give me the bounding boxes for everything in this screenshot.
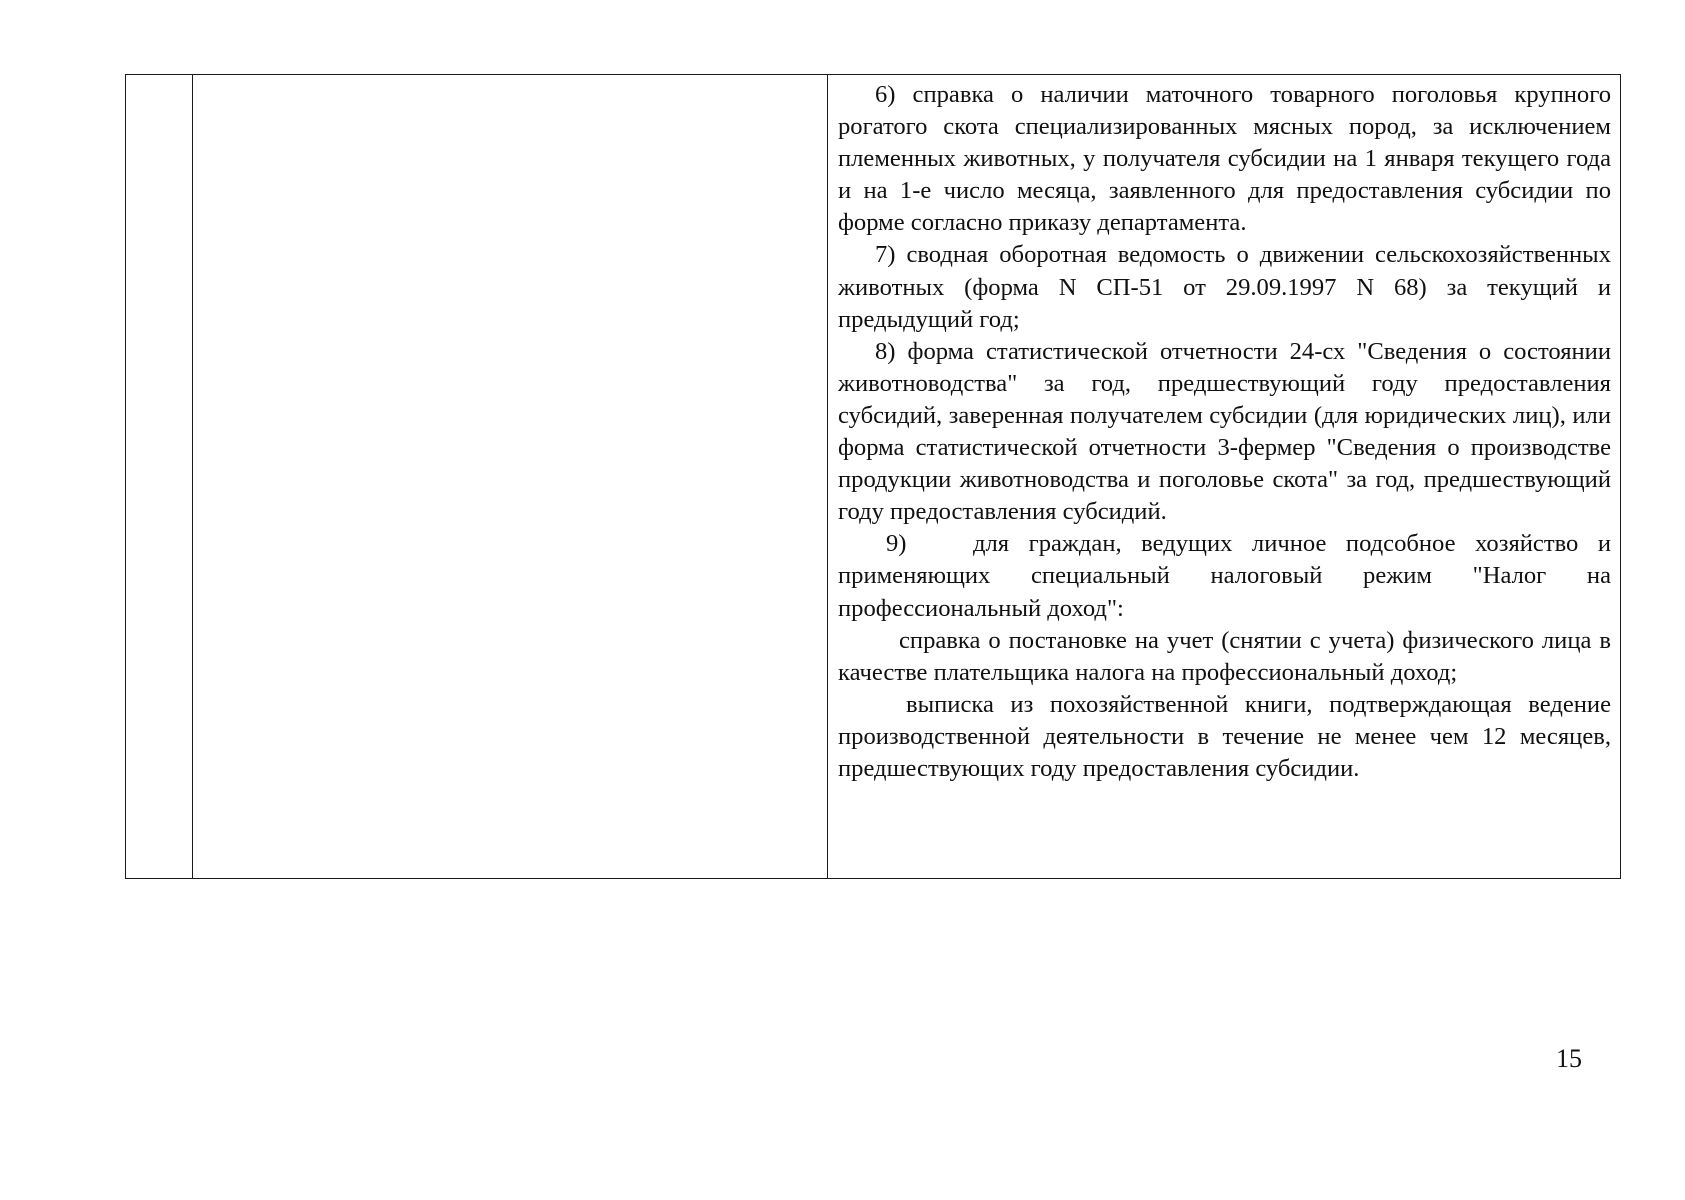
table-cell-name [193,75,828,879]
table-cell-documents [828,75,1621,879]
documents-list [828,75,1620,787]
paragraph-item-9-number: 9) [886,530,907,558]
page-number: 15 [1556,1044,1582,1073]
document-table [125,74,1621,879]
paragraph-item-6: 6) справка о наличии маточного товарного поголовья крупного рогатого скота специализированных мясных пород, за исключением племенных животных, у получателя субсидии на 1 января текущего года и на 1-е число месяца, заявленного для предоставления субсидии по форме согласно приказу департамента. [838,81,1611,237]
paragraph-item-9-sub-1: справка о постановке на учет (снятии с учета) физического лица в качестве плательщика налога на профессиональный доход; [838,626,1611,686]
paragraph-item-9-sub-2: выписка из похозяйственной книги, подтверждающая ведение производственной деятельности в течение не менее чем 12 месяцев, предшествующих году предоставления субсидии. [838,690,1611,782]
paragraph-item-9-text: для граждан, ведущих личное подсобное хозяйство и применяющих специальный налоговый режим "Налог на профессиональный доход": [838,530,1611,622]
paragraph-item-7: 7) сводная оборотная ведомость о движении сельскохозяйственных животных (форма N СП-51 от 29.09.1997 N 68) за текущий и предыдущий год; [838,241,1611,333]
table-cell-number [126,75,193,879]
paragraph-item-8: 8) форма статистической отчетности 24-сх "Сведения о состоянии животноводства" за год, предшествующий году предоставления субсидий, заверенная получателем субсидии (для юридических лиц), или форма статистической отчетности 3-фермер "Сведения о производстве продукции животноводства и поголовье скота" за год, предшествующий году предоставления субсидий. [838,337,1611,526]
table-row [126,75,1621,879]
paragraph-item-9 [838,528,1611,624]
